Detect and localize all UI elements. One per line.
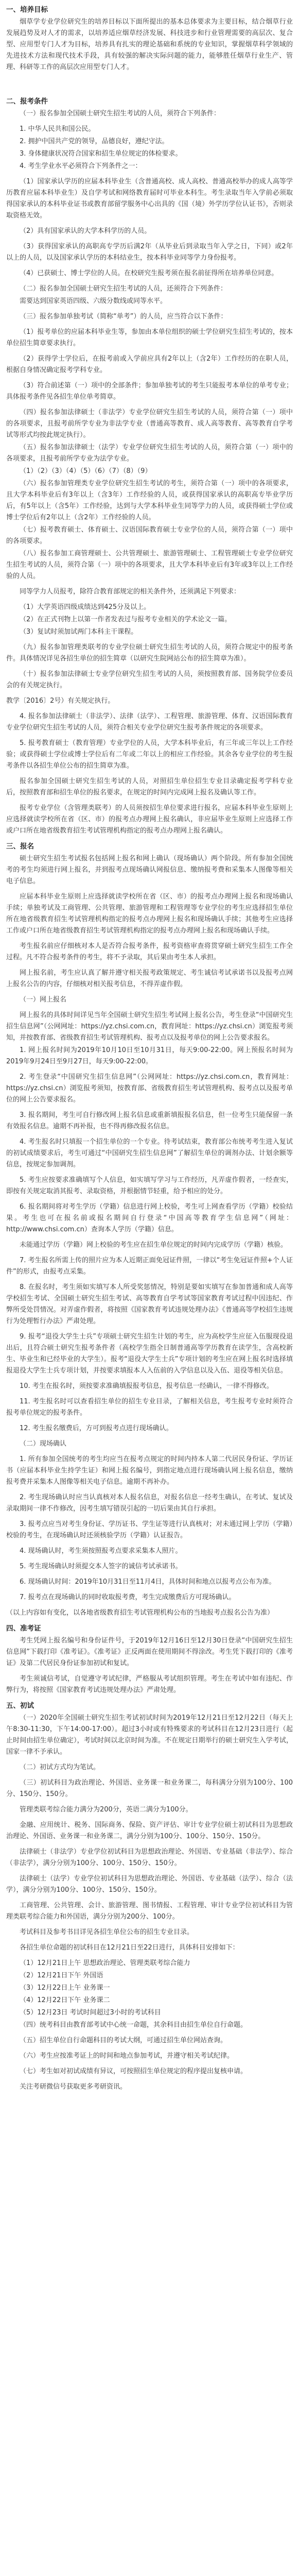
paragraph: （三）报名参加单独考试（简称“单考”）的人员，应当符合以下条件： — [20, 313, 227, 320]
paragraph: （1）大学英语四级成绩达到425分及以上。 — [20, 603, 151, 611]
paragraph: （七）考生如对初试成绩有异议，可按照招生单位规定的程序提出复核申请。 — [20, 2067, 248, 2075]
paragraph: （二）现场确认 — [20, 1440, 67, 1448]
paragraph: 9. 报考“退役大学生士兵”专项硕士研究生招生计划的考生，应为高校学生应征入伍服现役退出后，且符合硕士研究生报考条件者（高校学生指全日制普通高等学历教育在读学生，含高校新生、毕业生和已经毕业的大学生）。报考“退役大学生士兵”专项计划的考生应在网上报名时选择填报退役大学生士兵专项计划，并按要求填报本人入伍前的入学信息以及入伍、退役等相关信息。 — [6, 1333, 293, 1375]
paragraph: 烟草学专业学位研究生的培养目标以下面所提出的基本总体要求为主要目标，结合烟草行业发展趋势及对人才的需求，以培养适应烟草经济发展、科技进步和行业管理需要的高层次、复合型、应用型专门人才为目标，培养具有扎实的理论基础和系统的专业知识，掌握烟草科学领域的先进技术方法和现代技术手段，具有较强的解决实际问题的能力，能够胜任烟草行业生产、管理、科研等工作的高层次应用型专门人才。 — [6, 18, 293, 71]
paragraph: （三）初试科目为政治理论、外国语、业务课一和业务课二，每科满分分别为100分、100分、150分、150分。 — [6, 1779, 293, 1798]
paragraph: 10. 考生在报名时，须按要求准确填报报考信息，报考信息一经确认，一律不得修改。 — [20, 1382, 273, 1390]
paragraph: （一）报名参加全国硕士研究生招生考试的人员，须符合下列条件： — [20, 110, 221, 117]
paragraph: （2）具有国家承认的大学本科学历的人员。 — [20, 227, 151, 235]
paragraph: 1. 网上报名时间为2019年10月10日至10月31日，每天9:00-22:00。网上预报名时间为2019年9月24日至9月27日，每天9:00-22:00。 — [6, 1046, 293, 1065]
paragraph: 5. 报考教育硕士（教育管理）专业学位的人员，大学本科毕业后，有三年或三年以上工作经验；或获得硕士学位或博士学位后有二年或二年以上的相应工作经验。其余各专业学位的考生报考条件以各招生单位公布的招生简章为准。 — [6, 739, 293, 770]
paragraph: 12. 考生报名缴费后，方可到报考点进行现场确认。 — [20, 1425, 173, 1432]
paragraph: （3）12月22日上午 业务课一 — [20, 1984, 110, 1992]
paragraph: 3. 身体健康状况符合国家和招生单位规定的体检要求。 — [20, 150, 182, 158]
paragraph: （六）报名参加管理类专业学位研究生招生考试的考生，须符合第（一）项中的各项要求，且大学本科毕业后有3年以上（含3年）工作经验的人员，或获得国家承认的高职高专毕业学历后，有5年以上（含5年）工作经验，达到与大学本科毕业生同等学力的人员，或获得硕士学位或博士学位后有2年以上（含2年）工作经验的人员。 — [6, 480, 293, 521]
section-heading: 四、准考证 — [6, 1624, 41, 1633]
paragraph: 网上报名前，考生应认真了解并遵守相关报考政策规定、考生诚信考试承诺书以及报考点网上报名公告的内容，仔细核对相关报考信息，不得弄虚作假。 — [6, 969, 293, 988]
paragraph: （1）（2）（3）（4）（5）（6）（7）（8）（9） — [20, 467, 152, 475]
paragraph: 考试科目及参考书目详见各招生单位公布的招生专业目录。 — [20, 1928, 194, 1936]
paragraph: （八）报名参加工商管理硕士、公共管理硕士、旅游管理硕士、工程管理硕士专业学位研究生招生考试的人员，须符合第（一）项中的各项要求，且大学本科毕业后有3年或3年以上工作经验的人员。 — [6, 550, 293, 580]
section-heading: 二、报考条件 — [6, 97, 48, 106]
paragraph: （3）获得国家承认的高职高专学历后满2年（从毕业后到录取当年入学之日，下同）或2年以上的人员，以及国家承认学历的本科结业生，按本科毕业同等学力身份报考。 — [6, 243, 293, 262]
paragraph: 应届本科毕业生原则上应选择就读学校所在省（区、市）的报考点办理网上报名和现场确认手续；单独考试及工商管理、公共管理、旅游管理和工程管理等专业学位的考生应选择招生单位所在地省级教育招生考试管理机构指定的报考点办理网上报名和现场确认手续；其他考生应选择工作或户口所在地省级教育招生考试管理机构指定的报考点办理网上报名和现场确认手续。 — [6, 893, 293, 935]
paragraph: 法律硕士（法学）专业学位初试科目为思想政治理论、外国语、专业基础（法学）、综合（法学），满分分别为100分、100分、150分、150分。 — [6, 1875, 293, 1894]
paragraph: 5. 考生应按要求准确填写个人信息，如实填写学习与工作经历，凡弄虚作假者，一经查实，即按有关规定取消其报考、录取资格，并根据情节轻重，给予相应的处分。 — [6, 1176, 293, 1195]
paragraph: 未能通过学历（学籍）网上校验的考生应在招生单位规定的时间内完成学历（学籍）核验。 — [20, 1241, 288, 1249]
paragraph: （4）12月22日下午 业务课二 — [20, 1996, 110, 2004]
paragraph: 4. 现场确认时，考生须按照报考点要求采集本人照片。 — [20, 1547, 182, 1555]
paragraph: 工商管理、公共管理、会计、旅游管理、图书情报、工程管理、审计专业学位初试科目为管理类联考综合能力和外国语，满分分别为200分、100分。 — [6, 1902, 293, 1921]
paragraph: （一）2020年全国硕士研究生招生考试初试时间为2019年12月21日至12月22日（每天上午8:30-11:30，下午14:00-17:00）。超过3小时或有特殊要求的考试科目在12月23日进行（起止时间由招生单位确定），考试时间以北京时间为准。不在规定日期举行的硕士研究生入学考试，国家一律不予承认。 — [6, 1714, 293, 1756]
paragraph: 关注考研微信号获取更多考研资讯。 — [20, 2083, 127, 2091]
section-heading: 三、报名 — [6, 842, 34, 851]
paragraph: 法律硕士（非法学）专业学位初试科目为思想政治理论、外国语、专业基础（非法学）、综合（非法学），满分分别为100分、100分、150分、150分。 — [6, 1848, 293, 1867]
paragraph: （五）报名参加法律硕士（法学）专业学位研究生招生考试的人员，须符合第（一）项中的各项要求，且报考前所学专业为法学专业。 — [6, 444, 293, 463]
paragraph: 报名参加全国硕士研究生招生考试的人员，对照招生单位招生专业目录确定报考学科专业后，按照教育部和招生单位的报名要求，在规定的时间内完成网上报名及确认等工作。 — [6, 777, 293, 796]
paragraph: 4. 考生学业水平必须符合下列条件之一： — [20, 162, 142, 170]
paragraph: 管理类联考综合能力满分为200分，英语二满分为100分。 — [20, 1806, 192, 1814]
paragraph: （十）报名参加法律硕士专业学位研究生招生考试的人员，须按照教育部、国务院学位委员会的有关规定执行。 — [6, 670, 293, 689]
paragraph: 2. 考生登录“中国研究生招生信息网”（公网网址：https://yz.chsi.com.cn，教育网址：https://yz.chsi.cn）浏览报考须知，按教育部、省级教育招生考试管理机构、报考点以及报考单位的网上公告要求报名。 — [6, 1073, 293, 1104]
paragraph: 6. 报名期间将对考生学历（学籍）信息进行网上校验，考生可上网查看学历（学籍）校验结果。考生也可在报名前或报名期间自行登录“中国高等教育学生信息网”（网址：http://www.chsi.com.cn）查询本人学历（学籍）信息。 — [6, 1203, 293, 1233]
paragraph: （九）报名参加管理类联考的专业学位硕士研究生招生考试的人员，须符合规定中的报考条件。具体情况详见各招生单位的招生简章（以研究生院网站公布的招生简章为准）。 — [6, 643, 293, 663]
paragraph: （1）报考单位的应届本科毕业生等，参加由本单位组织的硕士学位研究生招生考试的，按本单位招生简章要求执行。 — [6, 328, 293, 347]
section-heading: 一、培养目标 — [6, 6, 48, 14]
paragraph: 2. 考生现场确认时应当认真核对本人报名信息，对报名信息一经考生确认，在考试、复试及录取期间一律不作修改，因考生填写错误引起的一切后果由其自行承担。 — [6, 1494, 293, 1513]
paragraph: （四）报名参加法律硕士（非法学）专业学位研究生招生考试的人员，须符合第（一）项中的各项要求，且报考前所学专业为非法学专业（普通高等教育、成人高等教育、高等教育自学考试等形式均按此规定执行）。 — [6, 409, 293, 439]
paragraph: （3）复试时须加试两门本科主干课程。 — [20, 628, 138, 636]
paragraph: 5. 考生现场确认时须提交本人签字的诚信考试承诺书。 — [20, 1563, 182, 1570]
paragraph: （1）国家承认学历的应届本科毕业生（含普通高校、成人高校、普通高校举办的成人高等学历教育应届本科毕业生）及自学考试和网络教育届时可毕业本科生。考生录取当年入学前必须取得国家承认的本科毕业证书或教育部留学服务中心出具的《国（境）外学历学位认证书》，否则录取资格无效。 — [6, 178, 293, 219]
paragraph: 各招生单位命题的初试科目在12月21日至22日进行，具体科目安排如下： — [20, 1944, 239, 1952]
paragraph: 11. 考生报名时可以查看招生单位的招生专业目录，了解相关信息，考生报考专业时须符合报考单位规定的报考条件。 — [6, 1398, 293, 1417]
paragraph: （二）报名参加全国硕士研究生招生考试的人员，还须符合下列条件： — [20, 285, 227, 293]
paragraph: （四）统考科目由教育部考试中心统一命题，其余科目由招生单位自行命题。 — [20, 2021, 248, 2029]
section-heading: 五、初试 — [6, 1702, 34, 1710]
paragraph: （2）12月21日下午 外国语 — [20, 1972, 103, 1979]
paragraph: 3. 报名期间，考生可自行修改网上报名信息或重新填报报名信息，但一位考生只能保留一条有效报名信息。逾期不再补报，也不得再修改报名信息。 — [6, 1111, 293, 1130]
paragraph: 金融、应用统计、税务、国际商务、保险、资产评估、审计专业学位硕士初试科目为思想政治理论、外国语、业务课一和业务课二，满分分别为100分、100分、150分、150分。 — [6, 1821, 293, 1840]
paragraph: （3）符合前述第（一）项中的全部条件；参加单独考试的考生只能报考本单位的单考专业；具体报考条件见各招生单位单考简章。 — [6, 382, 293, 401]
paragraph: 1. 所有参加全国统考的考生均应当在报考点规定的时间内持本人第二代居民身份证、学历证书（应届本科毕业生持学生证）和网上报名编号，到指定地点进行现场确认网上报名信息，缴纳报考费并采集本人图像等相关电子信息。逾期不再补办。 — [6, 1455, 293, 1486]
paragraph: 4. 报名参加法律硕士（非法学）、法律（法学）、工程管理、旅游管理、体育、汉语国际教育专业学位研究生招生考试的人员，须符合相关专业学位研究生报考条件规定的各项要求。 — [6, 713, 293, 732]
paragraph: 考生报名前应仔细核对本人是否符合报考条件，报考资格审查将贯穿硕士研究生招生工作全过程。凡不符合报考条件的考生，将不予录取，其后果由考生本人承担。 — [6, 942, 293, 961]
paragraph: （六）考生应按准考证上的时间和地点参加考试，并遵守相关考试纪律。 — [20, 2052, 234, 2060]
paragraph: （2）获得学士学位后，在报考前或入学前应具有2年以上（含2年）工作经历的在职人员，根据自身情况确定报考学科专业。 — [6, 355, 293, 374]
paragraph: 4. 考生报名时只填报一个招生单位的一个专业。待考试结束，教育部公布统考考生进入复试的初试成绩要求后，考生可通过“中国研究生招生信息网”了解招生单位的调剂办法、计划余额等信息，按规定参加调剂。 — [6, 1138, 293, 1168]
paragraph: （五）招生单位自行命题科目的考试大纲，可通过招生单位网站查询。 — [20, 2037, 227, 2044]
paragraph: 网上报名的具体时间详见当年全国硕士研究生招生考试网上报名公告，考生登录“中国研究生招生信息网”（公网网址：https://yz.chsi.com.cn，教育网址：https://yz.chsi.cn）浏览报考须知，并按教育部、省级教育招生考试管理机构、报考点以及报考单位的网上公告要求报名。 — [6, 1011, 293, 1042]
paragraph: 硕士研究生招生考试报名包括网上报名和网上确认（现场确认）两个阶段。所有参加全国统考的考生均须进行网上报名，并到报考点现场确认网报信息、缴纳报考费和采集本人图像等相关电子信息。 — [6, 855, 293, 885]
paragraph: 2. 拥护中国共产党的领导，品德良好，遵纪守法。 — [20, 138, 169, 145]
paragraph: （4）已获硕士、博士学位的人员。在校研究生报考须在报名前征得所在培养单位同意。 — [20, 269, 278, 277]
paragraph: （1）12月21日上午 思想政治理论、管理类联考综合能力 — [20, 1959, 190, 1967]
paragraph: 需要达到国家英语四级、六级分数线或同等水平。 — [20, 297, 167, 305]
paragraph: 考生须诚信考试，自觉遵守考试纪律，严格服从考试组织管理。考生在考试中如有违纪、作弊行为，将按照《国家教育考试违规处理办法》严肃处理。 — [6, 1675, 293, 1694]
paragraph: （七）报考教育硕士、体育硕士、汉语国际教育硕士专业学位的人员，须符合第（一）项中的各项要求。 — [6, 526, 293, 545]
paragraph: 7. 报考点在现场确认的同时收取报考费，考生完成缴费后方可现场确认。 — [20, 1594, 236, 1601]
paragraph: 3. 报考点应当对考生身份证、学历证书、学生证等进行认真核对；对未通过网上学历（学籍）校验的考生，在现场确认时还须核验学历（学籍）认证报告。 — [6, 1520, 293, 1539]
paragraph: 6. 现场确认时间：2019年10月31日至11月4日，具体时间和地点以报考点公布为准。 — [20, 1578, 276, 1586]
paragraph: （2）在正式刊物上以第一作者发表过与报考专业相关的学术论文一篇。 — [20, 616, 232, 623]
paragraph: 1. 中华人民共和国公民。 — [20, 125, 95, 133]
paragraph: 同等学力人员报考，除符合教育部规定的相关条件外，还须满足下列要求： — [20, 588, 241, 596]
paragraph: 8. 在报名时，考生须如实填写本人所受奖惩情况，特别是要如实填写在参加普通和成人高等学校招生考试、全国硕士研究生招生考试、高等教育自学考试等国家教育考试过程中因违纪、作弊所受处罚情况。对弄虚作假者，将按照《国家教育考试违规处理办法》《普通高等学校招生违规行为处理暂行办法》严肃处理。 — [6, 1283, 293, 1325]
paragraph: 教学〔2016〕2号）有关规定执行。 — [6, 697, 115, 705]
paragraph: 报考专业学位（含管理类联考）的人员须按招生单位要求进行报名，应届本科毕业生原则上应选择就读学校所在省（区、市）的报考点办理网上报名确认，非应届毕业生原则上应选择工作或户口所在地省级教育招生考试管理机构指定的报考点办理网上报名确认。 — [6, 804, 293, 835]
paragraph: （一）网上报名 — [20, 996, 67, 1004]
paragraph: （以上内容如有变化，以各地省级教育招生考试管理机构公布的当地报考点报名公告为准） — [6, 1609, 274, 1617]
paragraph: （5）12月23日 考试时间超过3小时的考试科目 — [20, 2009, 161, 2016]
paragraph: 考生凭网上报名编号和身份证件号，于2019年12月16日至12月30日登录“中国研究生招生信息网”下载打印《准考证》。《准考证》正反两面在使用期间不得涂改。考生凭下载打印的《准考证》及第二代居民身份证参加初试和复试。 — [6, 1637, 293, 1667]
paragraph: 7. 考生报名所需上传的照片应为本人近期正面免冠证件照，一律以“考生免冠证件照+个人证件”的形式，由报考点采集。 — [6, 1257, 293, 1276]
paragraph: （二）初试方式均为笔试。 — [20, 1764, 100, 1771]
